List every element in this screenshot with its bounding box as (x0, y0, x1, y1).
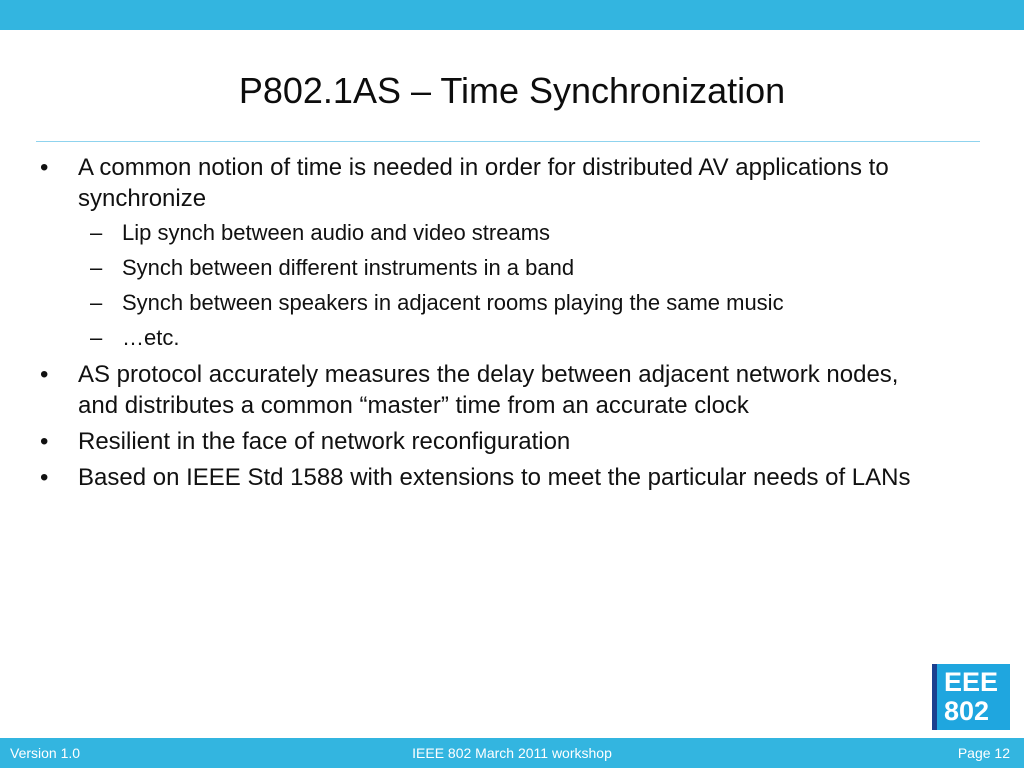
title-divider (36, 141, 980, 142)
sub-bullet-item (0, 324, 982, 352)
logo-line-1: EEE (944, 667, 999, 697)
bullet-item (0, 462, 918, 493)
sub-bullet-text: Synch between different instruments in a band (122, 255, 575, 280)
bullet-text: Resilient in the face of network reconfiguration (78, 428, 571, 455)
bullet-item (0, 359, 918, 421)
bullet-text: Based on IEEE Std 1588 with extensions to meet the particular needs of LANs (78, 464, 911, 491)
bullet-text: AS protocol accurately measures the delay between adjacent network nodes, and distributes a common “master” time from an accurate clock (78, 361, 899, 419)
logo-line-2: 802 (944, 696, 990, 726)
bullet-marker: • (40, 428, 49, 455)
sub-bullet-marker: – (90, 325, 103, 350)
sub-bullet-item (0, 289, 982, 317)
sub-bullet-item (0, 254, 982, 282)
sub-bullet-marker: – (90, 290, 103, 315)
bullet-item (0, 426, 918, 457)
slide-content (0, 152, 1024, 498)
footer-page-number: Page 12 (957, 745, 1010, 761)
sub-bullet-marker: – (90, 220, 103, 245)
bullet-marker: • (40, 361, 49, 388)
sub-bullet-text: Lip synch between audio and video streams (122, 220, 551, 245)
sub-bullet-marker: – (90, 255, 103, 280)
slide-title: P802.1AS – Time Synchronization (238, 70, 786, 111)
bullet-text: A common notion of time is needed in order for distributed AV applications to synchronize (78, 154, 889, 212)
ieee-802-logo (932, 664, 1010, 730)
sub-bullet-item (0, 219, 982, 247)
bullet-marker: • (40, 464, 49, 491)
footer-version: Version 1.0 (10, 745, 81, 761)
footer-event: IEEE 802 March 2011 workshop (412, 745, 612, 761)
sub-bullet-text: …etc. (122, 325, 180, 350)
bullet-marker: • (40, 154, 49, 181)
top-banner (0, 0, 1024, 30)
bullet-item (0, 152, 918, 214)
footer-bar (0, 738, 1024, 768)
sub-bullet-text: Synch between speakers in adjacent rooms playing the same music (122, 290, 784, 315)
